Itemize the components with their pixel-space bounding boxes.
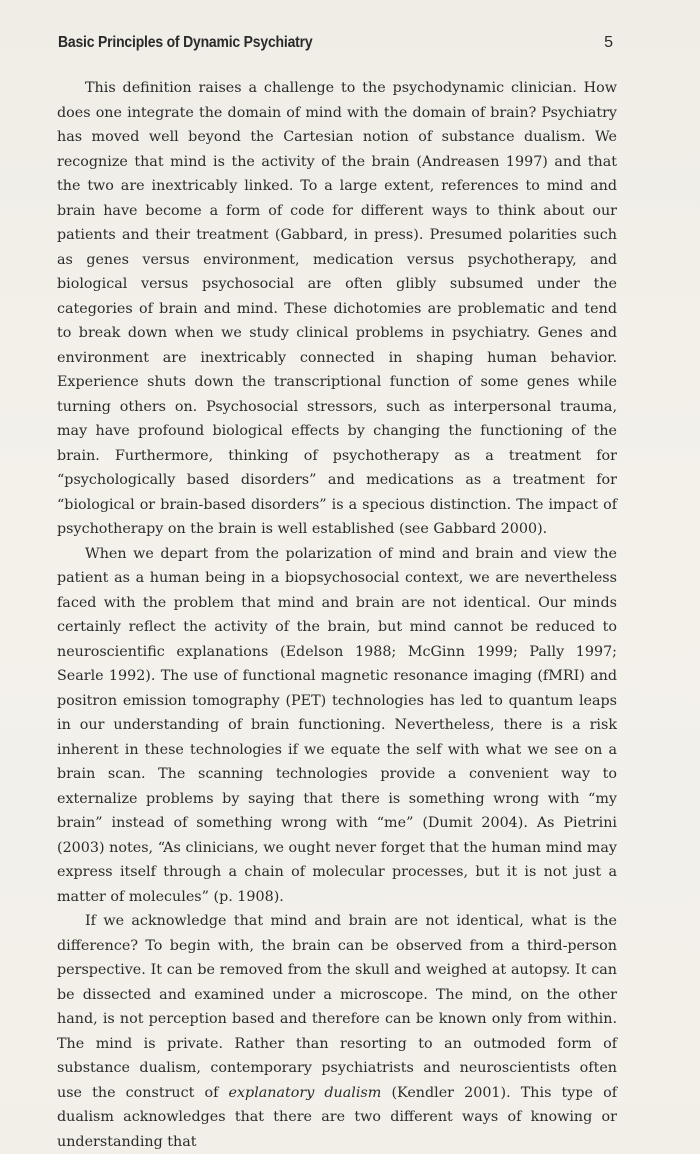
running-head: Basic Principles of Dynamic Psychiatry [58,34,313,51]
paragraph-3 [57,909,617,1154]
paragraph-1: This definition raises a challenge to the psychodynamic clinician. How does one integrate the domain of mind with the domain of brain? Psychiatry has moved well beyond the Cartesian notion of substance dualism. We recognize that mind is the activity of the brain (Andreasen 1997) and that the two are inextricably linked. To a large extent, references to mind and brain have become a form of code for different ways to think about our patients and their treatment (Gabbard, in press). Presumed polarities such as genes versus environment, medication versus psychotherapy, and biological versus psychosocial are often glibly subsumed under the categories of brain and mind. These dichotomies are problematic and tend to break down when we study clinical problems in psychiatry. Genes and environment are inextricably connected in shaping human behavior. Experience shuts down the transcriptional function of some genes while turning others on. Psychosocial stressors, such as interpersonal trauma, may have profound biological effects by changing the functioning of the brain. Furthermore, thinking of psychotherapy as a treatment for “psychologically based disorders” and medications as a treatment for “biological or brain-based disorders” is a specious distinction. The impact of psychotherapy on the brain is well established (see Gabbard 2000). [57,80,617,537]
paragraph-3-emphasis: explanatory dualism [228,1084,382,1101]
paragraph-3-text-after: (Kendler 2001). This type of dualism acknowledges that there are two different ways of knowing or understanding that [57,1084,617,1150]
paragraph-2: When we depart from the polarization of mind and brain and view the patient as a human being in a biopsychosocial context, we are nevertheless faced with the problem that mind and brain are not identical. Our minds certainly reflect the activity of the brain, but mind cannot be reduced to neuroscientific explanations (Edelson 1988; McGinn 1999; Pally 1997; Searle 1992). The use of functional magnetic resonance imaging (fMRI) and positron emission tomography (PET) technologies has led to quantum leaps in our understanding of brain functioning. Nevertheless, there is a risk inherent in these technologies if we equate the self with what we see on a brain scan. The scanning technologies provide a convenient way to externalize problems by saying that there is something wrong with “my brain” instead of something wrong with “me” (Dumit 2004). As Pietrini (2003) notes, “As clinicians, we ought never forget that the human mind may express itself through a chain of molecular processes, but it is not just a matter of molecules” (p. 1908). [57,545,617,905]
page-number: 5 [604,34,613,51]
body-text [57,76,617,1154]
page-header [58,34,613,56]
paragraph-3-text-before: If we acknowledge that mind and brain are not identical, what is the difference? To begin with, the brain can be observed from a third-person perspective. It can be removed from the skull and weighed at autopsy. It can be dissected and examined under a microscope. The mind, on the other hand, is not perception based and therefore can be known only from within. The mind is private. Rather than resorting to an outmoded form of substance dualism, contemporary psychiatrists and neuroscientists often use the construct of [57,913,617,1101]
